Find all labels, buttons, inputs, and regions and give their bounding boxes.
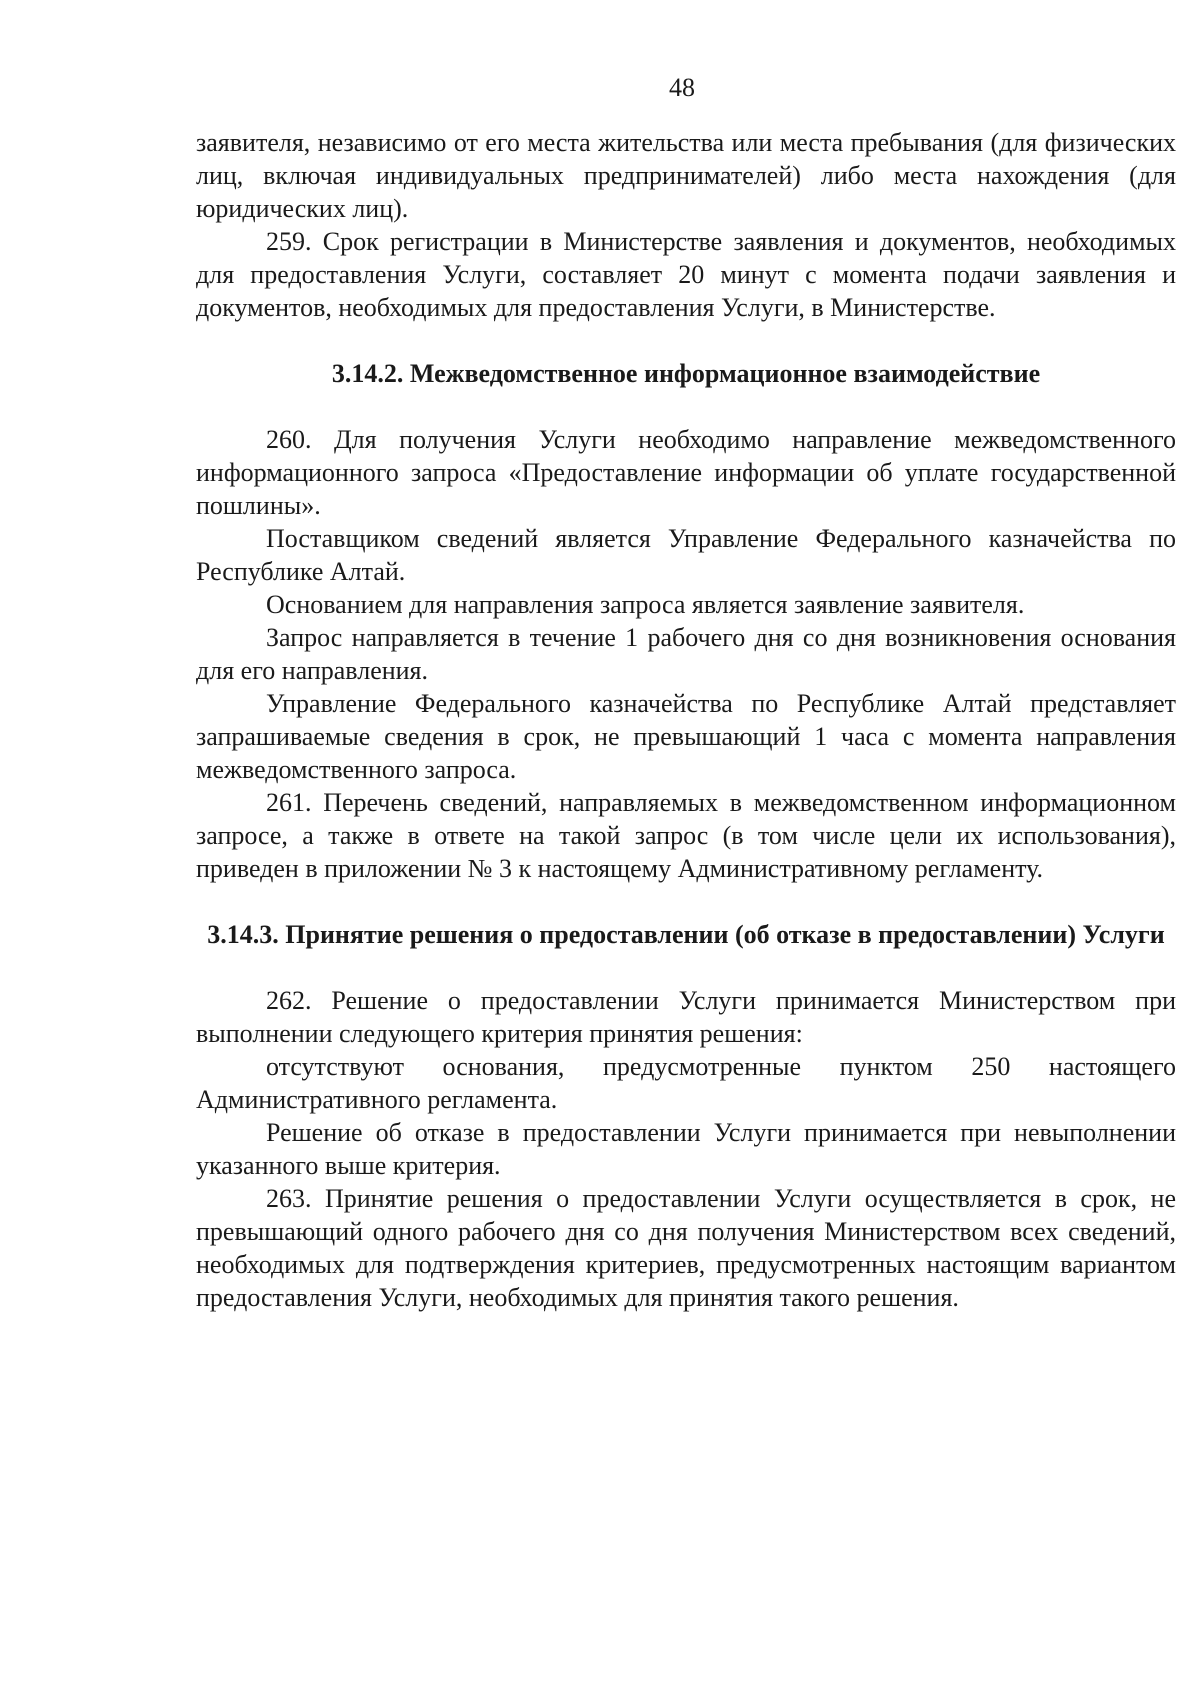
paragraph: Управление Федерального казначейства по Республике Алтай представляет запрашиваемые сведения в срок, не превышающий 1 часа с момента направления межведомственного запроса. (196, 689, 1176, 784)
paragraph: заявителя, независимо от его места жительства или места пребывания (для физических лиц, включая индивидуальных предпринимателей) либо места нахождения (для юридических лиц). (196, 128, 1176, 223)
paragraph: отсутствуют основания, предусмотренные пунктом 250 настоящего Административного регламента. (196, 1052, 1176, 1114)
paragraph: 259. Срок регистрации в Министерстве заявления и документов, необходимых для предоставления Услуги, составляет 20 минут с момента подачи заявления и документов, необходимых для предоставления Услуги, в Министерстве. (196, 227, 1176, 322)
paragraph: 261. Перечень сведений, направляемых в межведомственном информационном запросе, а также в ответе на такой запрос (в том числе цели их использования), приведен в приложении № 3 к настоящему Административному регламенту. (196, 788, 1176, 883)
paragraph: 263. Принятие решения о предоставлении Услуги осуществляется в срок, не превышающий одного рабочего дня со дня получения Министерством всех сведений, необходимых для подтверждения критериев, предусмотренных настоящим вариантом предоставления Услуги, необходимых для принятия такого решения. (196, 1184, 1176, 1312)
paragraph: Решение об отказе в предоставлении Услуги принимается при невыполнении указанного выше критерия. (196, 1118, 1176, 1180)
page-number: 48 (669, 73, 695, 102)
paragraph: Запрос направляется в течение 1 рабочего дня со дня возникновения основания для его направления. (196, 623, 1176, 685)
paragraph: 260. Для получения Услуги необходимо направление межведомственного информационного запроса «Предоставление информации об уплате государственной пошлины». (196, 425, 1176, 520)
paragraph: Поставщиком сведений является Управление Федерального казначейства по Республике Алтай. (196, 524, 1176, 586)
document-body (196, 126, 1176, 1314)
paragraph: Основанием для направления запроса является заявление заявителя. (266, 590, 1025, 619)
section-heading: 3.14.2. Межведомственное информационное взаимодействие (331, 359, 1041, 388)
section-heading: 3.14.3. Принятие решения о предоставлении (об отказе в предоставлении) Услуги (207, 920, 1165, 949)
paragraph: 262. Решение о предоставлении Услуги принимается Министерством при выполнении следующего критерия принятия решения: (196, 986, 1176, 1048)
